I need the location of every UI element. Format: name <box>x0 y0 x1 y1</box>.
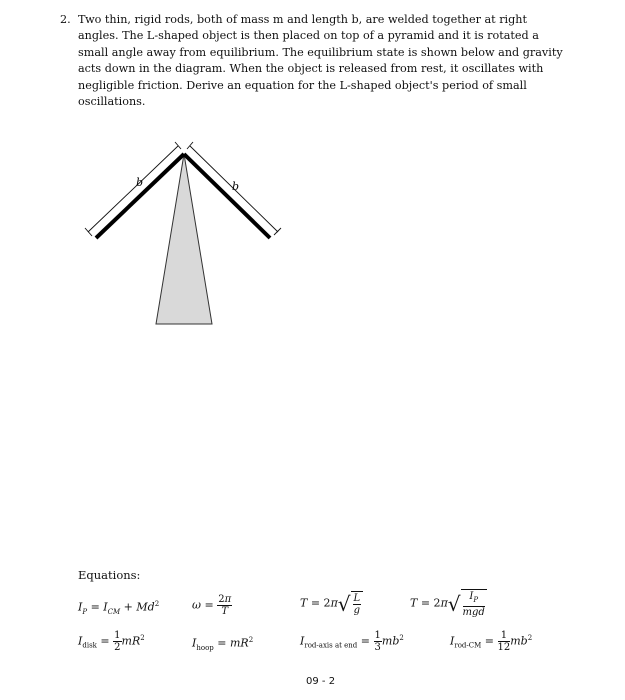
angular-frequency-equation: ω = $\frac{2\pi}{T}$ <box>192 594 232 617</box>
page-number: 09 - 2 <box>306 676 336 687</box>
physical-pendulum-equation: T = 2π√ $\frac{I_P}{\text{mgd}}$ <box>410 591 485 618</box>
parallel-axis-equation: $I_P = I_{CM} + Md^2$ <box>78 600 160 616</box>
left-dimension <box>85 142 181 236</box>
rod-cm-inertia-equation: $I_{rod-CM}$ = $\frac{1}{12}$ $mb^2$ <box>450 630 533 653</box>
disk-inertia-equation: $I_{disk}$ = $\frac{1}{2}$ $mR^2$ <box>78 630 145 653</box>
equations-heading: Equations: <box>78 568 141 582</box>
problem-text: Two thin, rigid rods, both of mass m and length b, are welded together at right angles. The L-shaped object is then placed on top of a pyramid and it is rotated a small angle away from equilibrium. The equilibrium state is shown below and gravity acts down in the diagram. When the object is released from rest, it oscillates with negligible friction. Derive an equation for the L-shaped object's period of small oscillations. <box>78 13 563 109</box>
rod-end-inertia-equation: $I_{rod-axis at end}$ = $\frac{1}{3}$ $mb^2$ <box>300 630 404 653</box>
right-rod <box>184 154 270 238</box>
problem-statement <box>60 12 564 110</box>
left-length-label: b <box>136 176 144 189</box>
figure-svg <box>84 136 294 336</box>
simple-pendulum-equation: T = 2π√ $\frac{L}{g}$ <box>300 591 363 616</box>
pyramid-figure <box>84 136 294 336</box>
pyramid <box>156 154 212 324</box>
problem-number: 2. <box>60 13 71 26</box>
hoop-inertia-equation: $I_{hoop} = mR^2$ <box>192 636 254 652</box>
right-length-label: b <box>232 180 240 193</box>
left-rod <box>96 154 184 238</box>
